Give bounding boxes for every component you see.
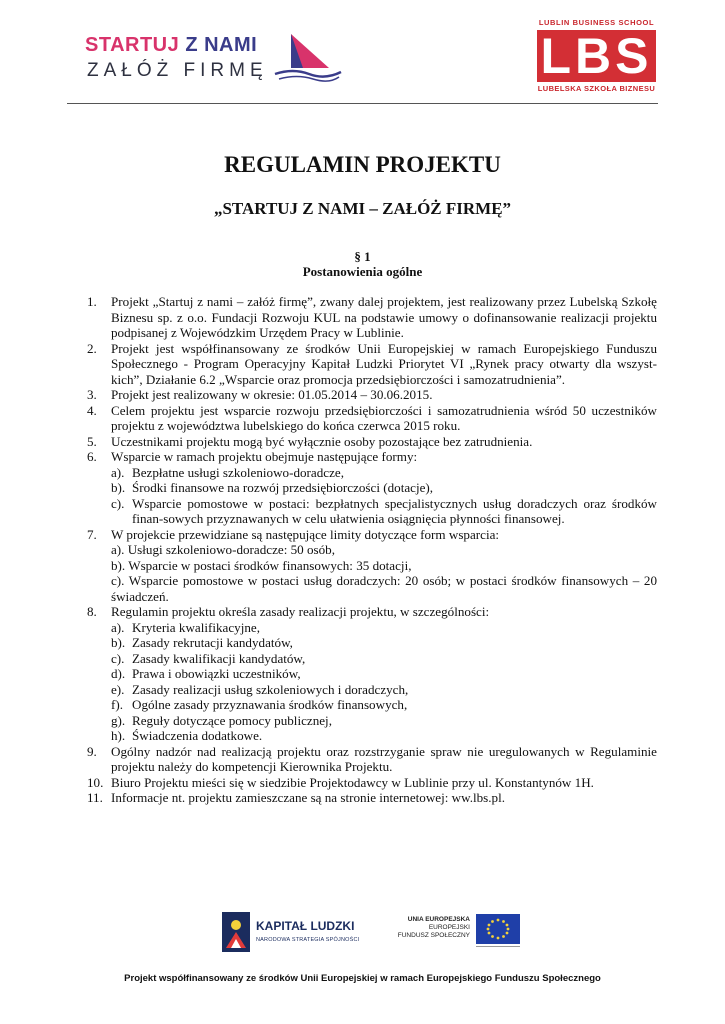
- eu-line1: UNIA EUROPEJSKA: [407, 916, 470, 923]
- footer-logos: [0, 908, 725, 956]
- eu-logo-text: [382, 916, 470, 940]
- sub-item-text: Reguły dotyczące pomocy publicznej,: [132, 712, 332, 728]
- eu-line3: FUNDUSZ SPOŁECZNY: [397, 932, 470, 939]
- list-item: [87, 387, 657, 403]
- item-number: 2.: [87, 340, 97, 356]
- sub-item: [111, 713, 657, 729]
- list-item: [87, 403, 657, 434]
- list-item: [87, 604, 657, 744]
- sub-item: [111, 666, 657, 682]
- limit-line: c). Wsparcie pomostowe w postaci usług doradczych: 20 osób; w postaci środków finansowych – 20 świadczeń.: [111, 573, 657, 604]
- sub-item-letter: b).: [111, 635, 126, 650]
- page-header: [0, 0, 725, 104]
- sub-item-letter: h).: [111, 728, 126, 743]
- item-number: 9.: [87, 743, 97, 759]
- logo-startuj-word: STARTUJ: [85, 34, 180, 56]
- item-number: 6.: [87, 449, 97, 464]
- item-text: Wsparcie w ramach projektu obejmuje następujące formy:: [111, 449, 418, 464]
- item-text: Celem projektu jest wsparcie rozwoju przedsiębiorczości i samozatrudnienia wśród 50 uczestników projektu z województwa lubelskiego do końca czerwca 2015 roku.: [111, 402, 657, 433]
- sub-item: [111, 651, 657, 667]
- sub-item-letter: a).: [111, 464, 125, 480]
- section-number: § 1: [354, 249, 371, 264]
- item-text: W projekcie przewidziane są następujące limity dotyczące form wsparcia:: [111, 526, 500, 542]
- section-heading: [0, 249, 725, 279]
- list-item: [87, 434, 657, 450]
- lbs-bottom-text: LUBELSKA SZKOŁA BIZNESU: [537, 84, 656, 93]
- sub-item: [111, 682, 657, 698]
- sub-item-text: Zasady kwalifikacji kandydatów,: [132, 650, 306, 666]
- eu-logo: [382, 910, 520, 956]
- item-text: Ogólny nadzór nad realizacją projektu oraz rozstrzyganie spraw nie uregulowanych w Regulaminie projektu należy do kompetencji Kierownika Projektu.: [111, 743, 657, 774]
- sub-item: [111, 496, 657, 527]
- sub-item-text: Kryteria kwalifikacyjne,: [132, 619, 260, 635]
- sub-item-text: Bezpłatne usługi szkoleniowo-doradcze,: [132, 464, 344, 480]
- eu-flag-icon: [476, 914, 520, 952]
- section-title: Postanowienia ogólne: [302, 264, 423, 279]
- sub-item-letter: f).: [111, 697, 123, 712]
- sub-item-letter: b).: [111, 480, 126, 495]
- item-text: Regulamin projektu określa zasady realizacji projektu, w szczególności:: [111, 604, 490, 619]
- sub-item-letter: e).: [111, 681, 125, 697]
- sub-item-text: Świadczenia dodatkowe.: [132, 728, 263, 743]
- list-item: [87, 341, 657, 388]
- sub-item: [111, 728, 657, 744]
- sub-item: [111, 480, 657, 496]
- item-number: 1.: [87, 294, 97, 309]
- sub-item-letter: c).: [111, 495, 125, 511]
- item-number: 5.: [87, 433, 97, 449]
- limit-line: b). Wsparcie w postaci środków finansowych: 35 dotacji,: [111, 557, 412, 573]
- sub-item-letter: g).: [111, 712, 126, 728]
- item-text: Projekt jest współfinansowany ze środków Unii Europejskiej w ramach Europejskiego Funduszu Społecznego - Program Operacyjny Kapitał Ludzki Priorytet VI „Rynek pracy otwarty dla wszyst-kich”, Działanie 6.2 „Wsparcie oraz promocja przedsiębiorczości i samozatrudnienia”.: [111, 340, 657, 387]
- document-title: REGULAMIN PROJEKTU: [224, 152, 501, 177]
- sub-item-letter: d).: [111, 666, 126, 681]
- document-subtitle: „STARTUJ Z NAMI – ZAŁÓŻ FIRMĘ”: [213, 199, 512, 218]
- item-text: Uczestnikami projektu mogą być wyłącznie osoby pozostające bez zatrudnienia.: [111, 433, 533, 449]
- sub-item: [111, 620, 657, 636]
- item-number: 10.: [87, 774, 104, 790]
- sub-item-text: Prawa i obowiązki uczestników,: [132, 666, 301, 681]
- sub-item-text: Zasady realizacji usług szkoleniowych i doradczych,: [132, 681, 409, 697]
- item-number: 4.: [87, 402, 97, 418]
- logo-line2: ZAŁÓŻ FIRMĘ: [87, 60, 268, 81]
- item-number: 11.: [87, 790, 103, 805]
- sub-item-text: Ogólne zasady przyznawania środków finansowych,: [132, 697, 408, 712]
- eu-line2: EUROPEJSKI: [428, 924, 470, 931]
- list-item: [87, 790, 657, 806]
- sail-icon: [273, 30, 343, 82]
- header-divider: [67, 103, 658, 104]
- logo-line1: [85, 34, 257, 57]
- sub-item-text: Wsparcie pomostowe w postaci: bezpłatnych specjalistycznych usług doradczych oraz środków finan-sowych przyznawanych w celu ułatwienia osiągnięcia płynności finansowej.: [132, 495, 657, 526]
- lbs-letters: LBS: [540, 28, 653, 84]
- item-number: 7.: [87, 526, 97, 542]
- sub-item-letter: a).: [111, 619, 125, 635]
- item-text: Informacje nt. projektu zamieszczane są na stronie internetowej: ww.lbs.pl.: [111, 790, 506, 805]
- lbs-top-text: LUBLIN BUSINESS SCHOOL: [538, 18, 655, 27]
- sub-item-letter: c).: [111, 650, 125, 666]
- regulations-list: [87, 294, 657, 806]
- limit-line: a). Usługi szkoleniowo-doradcze: 50 osób,: [111, 542, 335, 557]
- sub-item: [111, 465, 657, 481]
- list-item: [87, 775, 657, 791]
- sub-item-text: Środki finansowe na rozwój przedsiębiorczości (dotacje),: [132, 480, 434, 495]
- logo-znami-word: Z NAMI: [185, 34, 258, 56]
- startuj-z-nami-logo: [85, 28, 345, 88]
- list-item: [87, 744, 657, 775]
- list-item: [87, 294, 657, 341]
- list-item: [87, 527, 657, 605]
- item-text: Biuro Projektu mieści się w siedzibie Projektodawcy w Lublinie przy ul. Konstantynów 1H.: [111, 774, 594, 790]
- kapital-ludzki-subtitle: NARODOWA STRATEGIA SPÓJNOŚCI: [256, 937, 360, 943]
- cofinancing-footer: Projekt współfinansowany ze środków Unii Europejskiej w ramach Europejskiego Funduszu Społecznego: [124, 973, 601, 984]
- item-number: 8.: [87, 604, 97, 619]
- sub-item-text: Zasady rekrutacji kandydatów,: [132, 635, 293, 650]
- kapital-ludzki-emblem-icon: [222, 912, 250, 952]
- kapital-ludzki-logo: [222, 910, 362, 954]
- item-text: Projekt jest realizowany w okresie: 01.05.2014 – 30.06.2015.: [111, 387, 433, 402]
- sub-item: [111, 697, 657, 713]
- list-item: [87, 449, 657, 527]
- item-number: 3.: [87, 387, 97, 402]
- lbs-logo: [534, 18, 659, 98]
- item-text: Projekt „Startuj z nami – załóż firmę”, zwany dalej projektem, jest realizowany przez Lubelską Szkołę Biznesu sp. z o.o. Fundacji Rozwoju KUL na podstawie umowy o dofinansowanie realizacji projektu podpisanej z Wojewódzkim Urzędem Pracy w Lublinie.: [111, 294, 657, 340]
- kapital-ludzki-name: KAPITAŁ LUDZKI: [256, 919, 355, 933]
- sub-item: [111, 635, 657, 651]
